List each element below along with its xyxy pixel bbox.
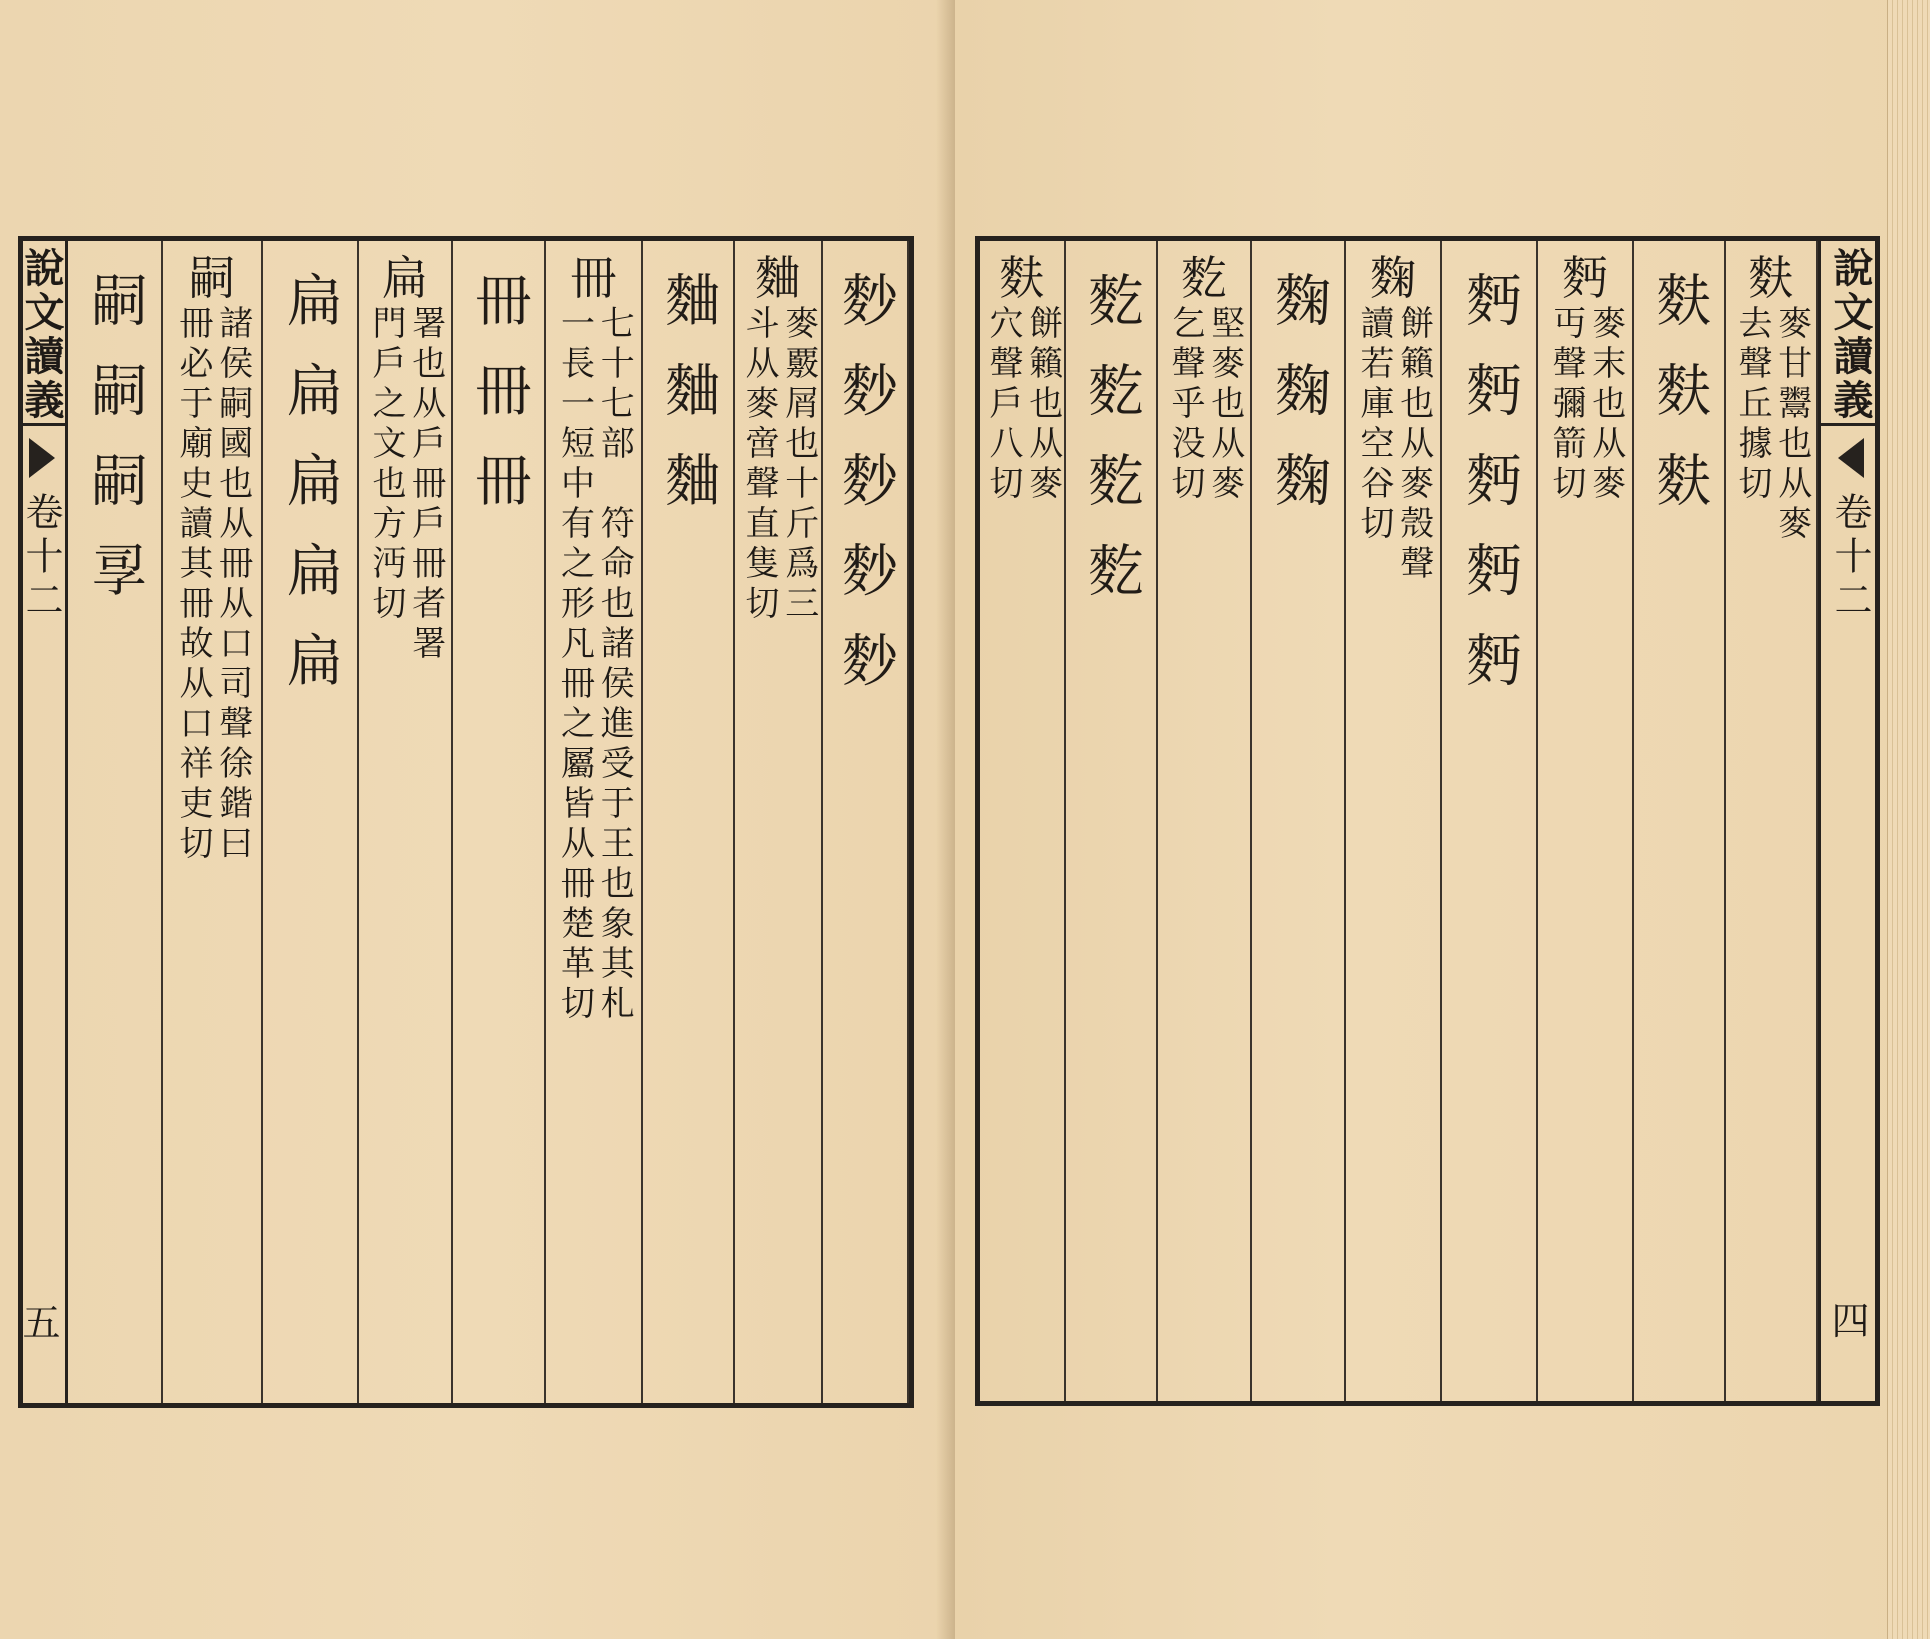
headword: 冊 xyxy=(570,251,617,305)
gloss-line: 一長一短中有之形凡冊之屬皆从冊楚革切 xyxy=(554,305,595,1025)
column-entry xyxy=(163,241,263,1403)
column-entry xyxy=(980,241,1066,1401)
gloss-line: 堅麥也从麥 xyxy=(1204,305,1245,505)
column-entry xyxy=(546,241,643,1403)
gloss-block xyxy=(1165,305,1245,505)
column-entry xyxy=(735,241,823,1403)
headword: 麧 xyxy=(1181,251,1227,305)
gloss-line: 穴聲戶八切 xyxy=(983,305,1023,505)
gloss-block xyxy=(739,305,819,625)
gloss-line: 讀若庫空谷切 xyxy=(1354,305,1394,545)
headword: 麩 xyxy=(999,251,1045,305)
headword: 麩 xyxy=(1748,251,1794,305)
seal-script-row: 麧麧麧麧 xyxy=(1079,271,1144,631)
seal-script-row: 麪麪麪麪麪 xyxy=(1457,271,1522,721)
column-seal xyxy=(453,241,546,1403)
column-seal xyxy=(1252,241,1346,1401)
gloss-line: 署也从戶冊戶冊者署 xyxy=(405,305,446,665)
left-banxin xyxy=(18,241,68,1403)
gloss-line: 斗从麥啻聲直隻切 xyxy=(739,305,779,625)
headword: 嗣 xyxy=(189,251,235,305)
seal-script-row: 冊冊冊 xyxy=(466,271,532,541)
gloss-line: 諸侯嗣國也从冊从口司聲徐鍇曰 xyxy=(212,305,253,865)
gloss-block xyxy=(366,305,446,665)
column-seal xyxy=(68,241,163,1403)
gloss-block xyxy=(554,305,635,1025)
fishtail-mark xyxy=(29,438,55,478)
headword: 麴 xyxy=(1370,251,1416,305)
column-entry xyxy=(359,241,453,1403)
banxin-divider xyxy=(18,423,65,426)
book-title: 說文讀義 xyxy=(1827,247,1874,423)
gloss-line: 丏聲彌箭切 xyxy=(1546,305,1586,505)
left-page-frame xyxy=(18,236,914,1408)
right-banxin xyxy=(1818,241,1880,1401)
folio-number: 四 xyxy=(1831,1299,1870,1343)
gloss-line: 冊必于廟史讀其冊故从口祥吏切 xyxy=(173,305,213,865)
gloss-line: 麥覈屑也十斤爲三 xyxy=(778,305,819,625)
left-page xyxy=(0,0,955,1639)
column-seal xyxy=(1634,241,1726,1401)
gloss-line: 麥末也从麥 xyxy=(1585,305,1626,505)
gloss-line: 麥甘鬻也从麥 xyxy=(1771,305,1812,545)
column-entry xyxy=(1158,241,1252,1401)
banxin-divider xyxy=(1821,423,1880,426)
gloss-block xyxy=(983,305,1063,505)
juan-number: 卷十二 xyxy=(19,492,63,624)
gloss-block xyxy=(173,305,253,865)
column-entry xyxy=(1538,241,1634,1401)
right-page xyxy=(955,0,1930,1639)
headword: 麯 xyxy=(755,251,801,305)
column-seal xyxy=(823,241,909,1403)
column-entry xyxy=(1346,241,1442,1401)
book-title: 說文讀義 xyxy=(18,247,65,423)
column-seal xyxy=(643,241,735,1403)
gloss-line: 餅籟也从麥殼聲 xyxy=(1393,305,1434,585)
headword: 麪 xyxy=(1562,251,1608,305)
seal-script-row: 麨麨麨麨麨 xyxy=(833,271,898,721)
gloss-line: 去聲丘據切 xyxy=(1732,305,1772,505)
column-entry xyxy=(1726,241,1818,1401)
seal-script-row: 麩麩麩 xyxy=(1647,271,1712,541)
gloss-line: 七十七部 符命也諸侯進受于王也象其札 xyxy=(594,305,635,1025)
headword: 扁 xyxy=(382,251,428,305)
column-seal xyxy=(1066,241,1158,1401)
gloss-block xyxy=(1546,305,1626,505)
gloss-block xyxy=(1732,305,1812,545)
seal-script-row: 扁扁扁扁扁 xyxy=(278,271,343,721)
gloss-block xyxy=(1354,305,1434,585)
folio-number: 五 xyxy=(22,1301,61,1345)
juan-number: 卷十二 xyxy=(1828,492,1872,624)
gloss-line: 乞聲乎没切 xyxy=(1165,305,1205,505)
seal-script-row: 麯麯麯 xyxy=(656,271,721,541)
gloss-line: 餅籟也从麥 xyxy=(1022,305,1063,505)
seal-script-row: 麴麴麴 xyxy=(1266,271,1331,541)
page-edge-stack xyxy=(1887,0,1930,1639)
seal-script-row: 嗣嗣嗣孠 xyxy=(82,271,148,631)
right-page-frame xyxy=(975,236,1880,1406)
gloss-line: 門戶之文也方沔切 xyxy=(366,305,406,625)
column-seal xyxy=(263,241,359,1403)
fishtail-mark xyxy=(1838,438,1864,478)
column-seal xyxy=(1442,241,1538,1401)
